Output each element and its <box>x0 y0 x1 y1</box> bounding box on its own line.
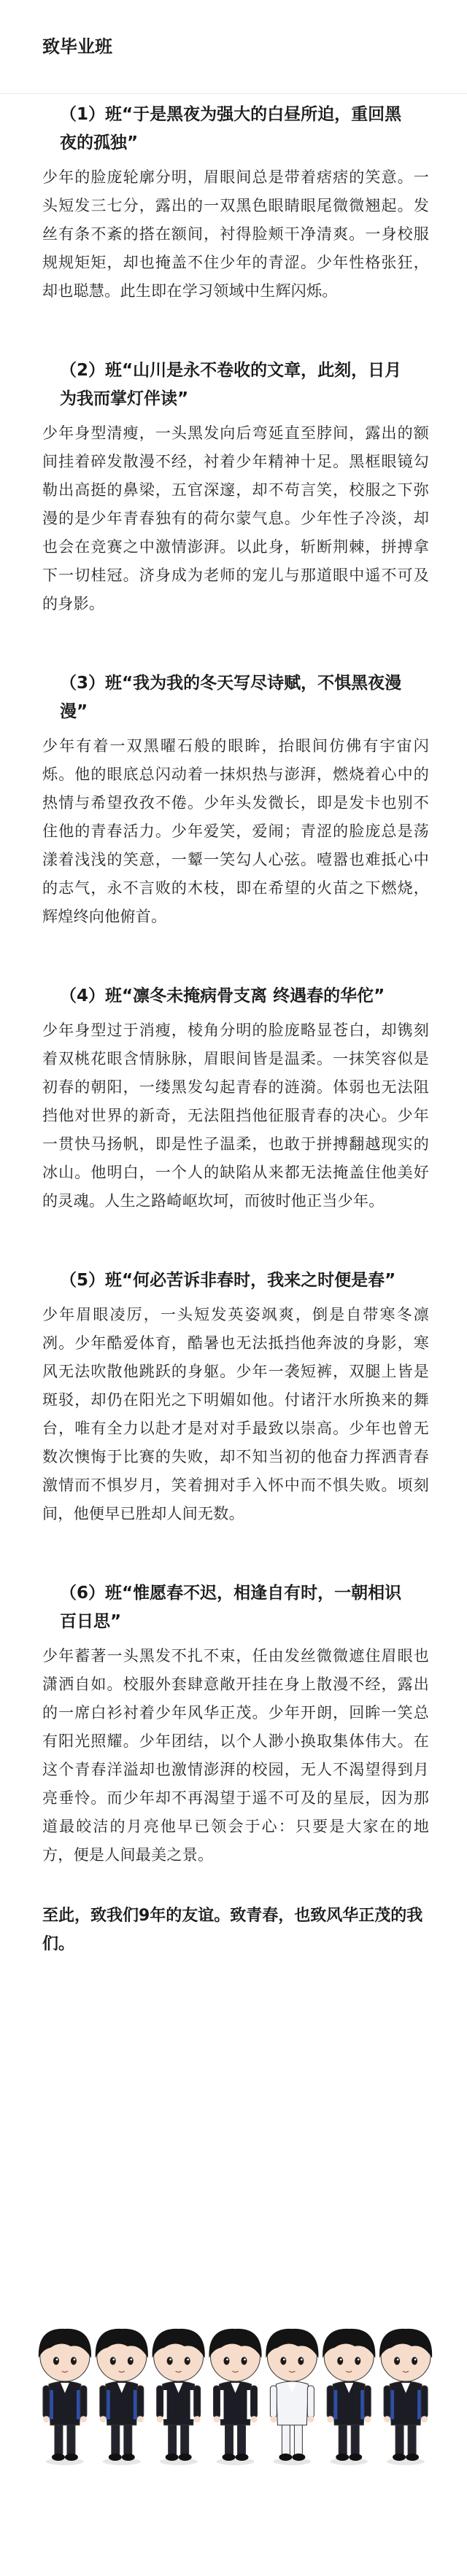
chibi-figures-svg <box>36 2311 434 2468</box>
closing-paragraph: 至此，致我们9年的友谊。致青春，也致风华正茂的我们。 <box>42 1907 423 1953</box>
section-heading: （2）班“山川是永不卷收的文章，此刻，日月为我而掌灯伴读” <box>60 361 402 408</box>
chibi-figure-5 <box>266 2329 318 2465</box>
section-body: 少年蓄著一头黑发不扎不束，任由发丝微微遮住眉眼也潇洒自如。校服外套肆意敞开挂在身上散漫不经，露出的一席白衫衬着少年风华正茂。少年开朗，回眸一笑总有阳光照耀。少年团结，以个人渺小换取集体伟大。在这个青春洋溢却也激情澎湃的校园，无人不渴望得到月亮垂怜。而少年却不再渴望于遥不可及的星辰，因为那道最皎洁的月亮他早已领会于心：只要是大家在的地方，便是人间最美之景。 <box>42 1647 429 1864</box>
chibi-figure-7 <box>379 2329 432 2465</box>
section-body: 少年有着一双黑曜石般的眼眸，抬眼间仿佛有宇宙闪烁。他的眼底总闪动着一抹炽热与澎湃，燃烧着心中的热情与希望孜孜不倦。少年头发微长，即是发卡也别不住他的青春活力。少年爱笑，爱闹；青涩的脸庞总是荡漾着浅浅的笑意，一颦一笑勾人心弦。噎嚣也难抵心中的志气，永不言败的木枝，即在希望的火苗之下燃烧，辉煌终向他俯首。 <box>42 737 429 925</box>
section-body: 少年眉眼凌厉，一头短发英姿飒爽，倒是自带寒冬凛冽。少年酷爱体育，酷暑也无法抵挡他奔波的身影，寒风无法吹散他跳跃的身躯。少年一袭短裤，双腿上皆是斑驳，却仍在阳光之下明媚如他。付诸汗水所换来的舞台，唯有全力以赴才是对对手最致以崇高。少年也曾无数次懊悔于比赛的失败，却不知当初的他奋力挥洒青春激情而不惧岁月，笑着拥对手入怀中而不惧失败。顷刻间，他便早已胜却人间无数。 <box>42 1306 429 1522</box>
section-class-1 <box>42 101 429 306</box>
section-class-4 <box>42 982 429 1215</box>
chibi-figure-3 <box>153 2329 205 2465</box>
chibi-figure-2 <box>96 2329 148 2465</box>
chibi-figure-6 <box>323 2329 375 2465</box>
section-body: 少年身型清瘦，一头黑发向后弯延直至脖间，露出的额间挂着碎发散漫不经，衬着少年精神十足。黑框眼镜勾勒出高挺的鼻梁，五官深邃，却不苟言笑，校服之下弥漫的是少年青春独有的荷尔蒙气息。少年性子冷淡，却也会在竞赛之中激情澎湃。以此身，斩断荆棘，拼搏拿下一切桂冠。济身成为老师的宠儿与那道眼中遥不可及的身影。 <box>42 424 429 612</box>
page-header <box>0 0 467 94</box>
section-class-6 <box>42 1579 429 1869</box>
section-heading: （6）班“惟愿春不迟，相逢自有时，一朝相识百日思” <box>60 1584 402 1631</box>
section-class-3 <box>42 669 429 931</box>
section-body: 少年身型过于消瘦，棱角分明的脸庞略显苍白，却镌刻着双桃花眼含情脉脉，眉眼间皆是温柔。一抹笑容似是初春的朝阳，一缕黑发勾起青春的涟漪。体弱也无法阻挡他对世界的新奇，无法阻挡他征服青春的决心。少年一贯快马扬帆，即是性子温柔，也敢于拼搏翻越现实的冰山。他明白，一个人的缺陷从来都无法掩盖住他美好的灵魂。人生之路崎岖坎坷，而彼时他正当少年。 <box>42 1022 429 1210</box>
chibi-figure-1 <box>39 2329 91 2465</box>
chibi-illustration <box>36 2311 434 2468</box>
section-heading: （3）班“我为我的冬天写尽诗赋，不惧黑夜漫漫” <box>60 674 402 721</box>
section-body: 少年的脸庞轮廓分明，眉眼间总是带着痞痞的笑意。一头短发三七分，露出的一双黑色眼睛眼尾微微翘起。发丝有条不紊的搭在额间，衬得脸颊干净清爽。一身校服规规矩矩，却也掩盖不住少年的青涩。少年性格张狂，却也聪慧。此生即在学习领域中生辉闪烁。 <box>42 168 429 300</box>
section-heading: （4）班“凛冬未掩病骨支离 终遇春的华佗” <box>60 987 385 1005</box>
section-heading: （5）班“何必苦诉非春时，我来之时便是春” <box>60 1271 396 1290</box>
chibi-figure-4 <box>209 2329 261 2465</box>
section-class-2 <box>42 357 429 618</box>
page-title: 致毕业班 <box>42 36 112 57</box>
section-class-5 <box>42 1266 429 1528</box>
article-content <box>42 101 429 1958</box>
section-heading: （1）班“于是黑夜为强大的白昼所迫，重回黑夜的孤独” <box>60 105 402 152</box>
